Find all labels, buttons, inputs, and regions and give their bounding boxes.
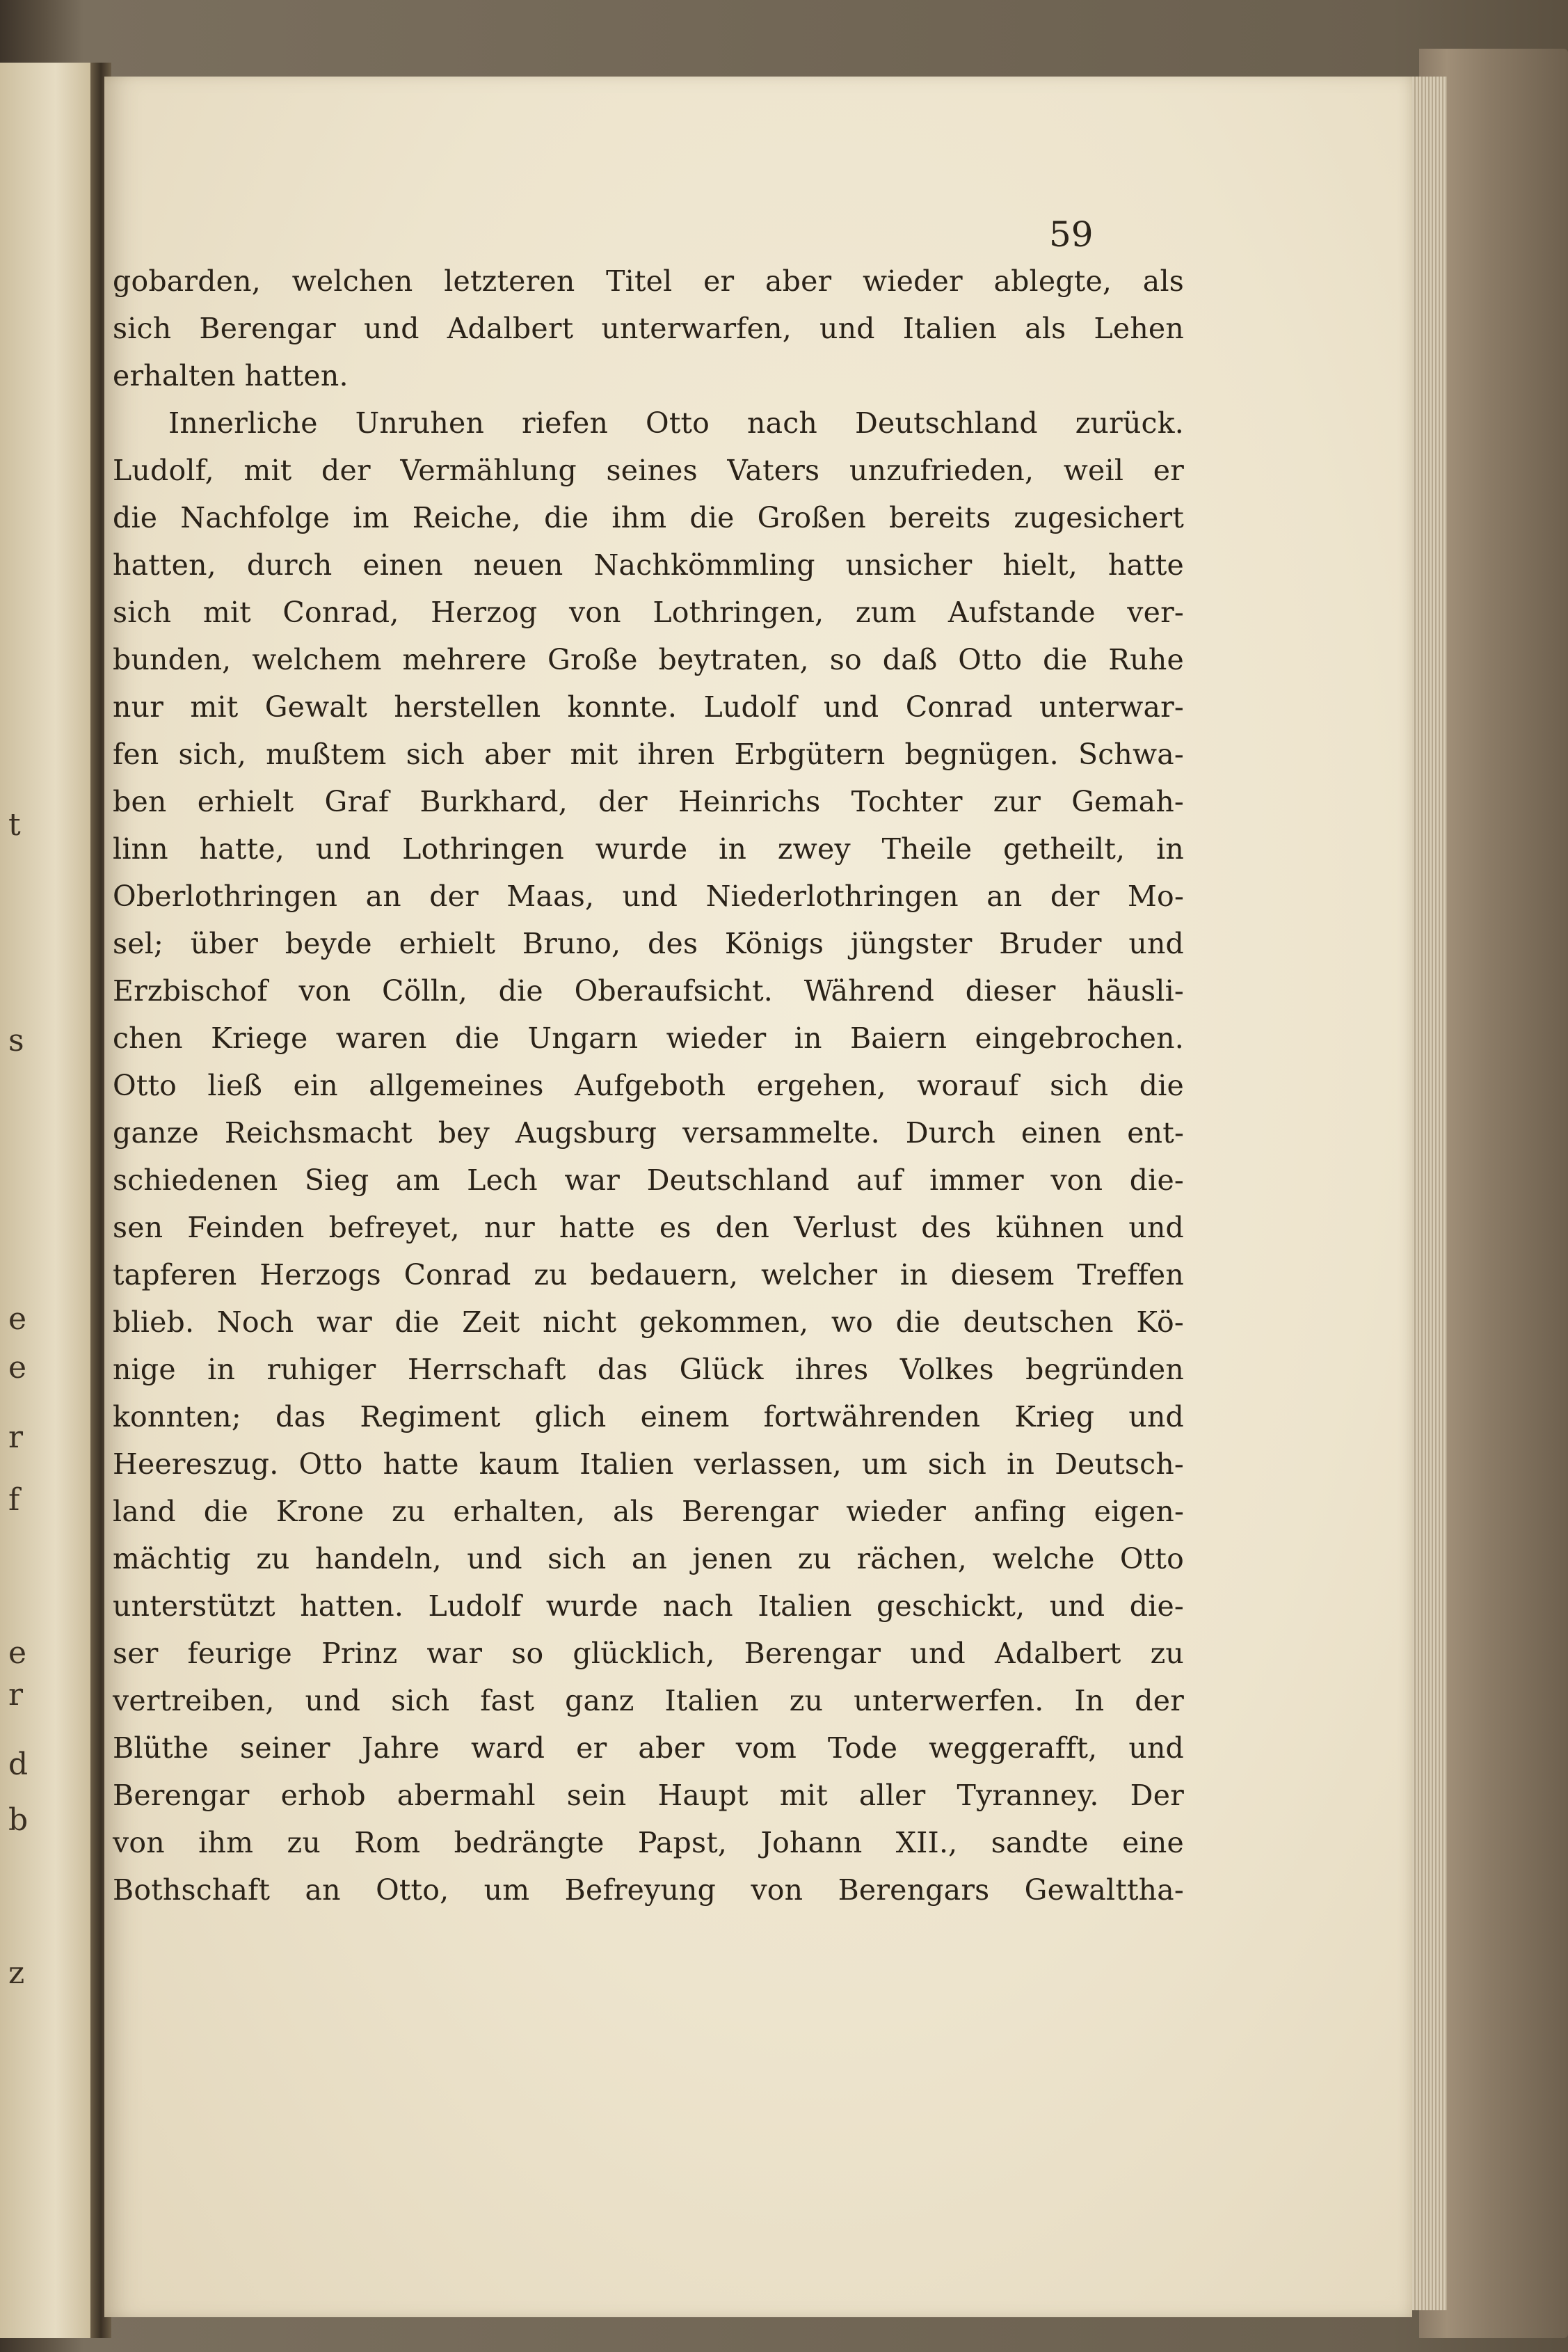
text-line: hatten, durch einen neuen Nachkömmling unsicher hielt, hatte <box>113 548 1184 582</box>
text-line: sen Feinden befreyet, nur hatte es den Verlust des kühnen und <box>113 1211 1184 1244</box>
left-page-letter: f <box>8 1482 20 1518</box>
text-line: fen sich, mußtem sich aber mit ihren Erbgütern begnügen. Schwa- <box>113 738 1184 771</box>
text-line: tapferen Herzogs Conrad zu bedauern, welcher in diesem Treffen <box>113 1258 1184 1292</box>
left-page-letters <box>0 63 42 2338</box>
text-line: Blüthe seiner Jahre ward er aber vom Tode weggerafft, und <box>113 1731 1184 1765</box>
text-line: land die Krone zu erhalten, als Berengar wieder anfing eigen- <box>113 1495 1184 1528</box>
text-line: Erzbischof von Cölln, die Oberaufsicht. Während dieser häusli- <box>113 974 1184 1008</box>
text-line: mächtig zu handeln, und sich an jenen zu rächen, welche Otto <box>113 1542 1184 1575</box>
left-page-letter: e <box>8 1635 27 1671</box>
text-line: bunden, welchem mehrere Große beytraten, so daß Otto die Ruhe <box>113 643 1184 676</box>
text-line: ganze Reichsmacht bey Augsburg versammelte. Durch einen ent- <box>113 1116 1184 1150</box>
page-number: 59 <box>1049 214 1094 255</box>
text-line: gobarden, welchen letzteren Titel er aber wieder ablegte, als <box>113 264 1184 298</box>
text-line: nur mit Gewalt herstellen konnte. Ludolf und Conrad unterwar- <box>113 690 1184 724</box>
text-line: sel; über beyde erhielt Bruno, des Königs jüngster Bruder und <box>113 927 1184 960</box>
left-page-letter: d <box>8 1747 29 1782</box>
text-line: sich Berengar und Adalbert unterwarfen, und Italien als Lehen <box>113 312 1184 345</box>
text-line: Otto ließ ein allgemeines Aufgeboth ergehen, worauf sich die <box>113 1069 1184 1102</box>
text-line: Oberlothringen an der Maas, und Niederlothringen an der Mo- <box>113 880 1184 913</box>
text-line: sich mit Conrad, Herzog von Lothringen, zum Aufstande ver- <box>113 596 1184 629</box>
left-page-letter: e <box>8 1301 27 1337</box>
text-line: chen Kriege waren die Ungarn wieder in Baiern eingebrochen. <box>113 1022 1184 1055</box>
text-line: von ihm zu Rom bedrängte Papst, Johann XII., sandte eine <box>113 1826 1184 1859</box>
left-page-letter: z <box>8 1955 25 1991</box>
left-page-letter: r <box>8 1677 24 1713</box>
left-page-letter: r <box>8 1420 24 1455</box>
text-line: vertreiben, und sich fast ganz Italien zu unterwerfen. In der <box>113 1684 1184 1717</box>
text-line: Ludolf, mit der Vermählung seines Vaters unzufrieden, weil er <box>113 454 1184 487</box>
text-line: die Nachfolge im Reiche, die ihm die Großen bereits zugesichert <box>113 501 1184 534</box>
text-line: erhalten hatten. <box>113 359 349 392</box>
text-line: Bothschaft an Otto, um Befreyung von Berengars Gewalttha- <box>113 1873 1184 1907</box>
text-line: Innerliche Unruhen riefen Otto nach Deutschland zurück. <box>168 406 1184 440</box>
left-page-letter: b <box>8 1802 29 1838</box>
left-page-fragment <box>0 63 97 2338</box>
text-line: schiedenen Sieg am Lech war Deutschland auf immer von die- <box>113 1163 1184 1197</box>
text-line: ser feurige Prinz war so glücklich, Berengar und Adalbert zu <box>113 1637 1184 1670</box>
text-line: konnten; das Regiment glich einem fortwährenden Krieg und <box>113 1400 1184 1433</box>
left-page-letter: s <box>8 1023 24 1058</box>
text-line: Berengar erhob abermahl sein Haupt mit aller Tyranney. Der <box>113 1779 1184 1812</box>
text-line: nige in ruhiger Herrschaft das Glück ihres Volkes begründen <box>113 1353 1184 1386</box>
text-line: ben erhielt Graf Burkhard, der Heinrichs Tochter zur Gemah- <box>113 785 1184 818</box>
text-line: unterstützt hatten. Ludolf wurde nach Italien geschickt, und die- <box>113 1589 1184 1623</box>
text-line: blieb. Noch war die Zeit nicht gekommen, wo die deutschen Kö- <box>113 1305 1184 1339</box>
page-text <box>113 257 1184 1914</box>
text-line: Heereszug. Otto hatte kaum Italien verlassen, um sich in Deutsch- <box>113 1447 1184 1481</box>
left-page-letter: e <box>8 1350 27 1385</box>
text-line: linn hatte, und Lothringen wurde in zwey Theile getheilt, in <box>113 832 1184 866</box>
left-page-letter: t <box>8 807 21 843</box>
